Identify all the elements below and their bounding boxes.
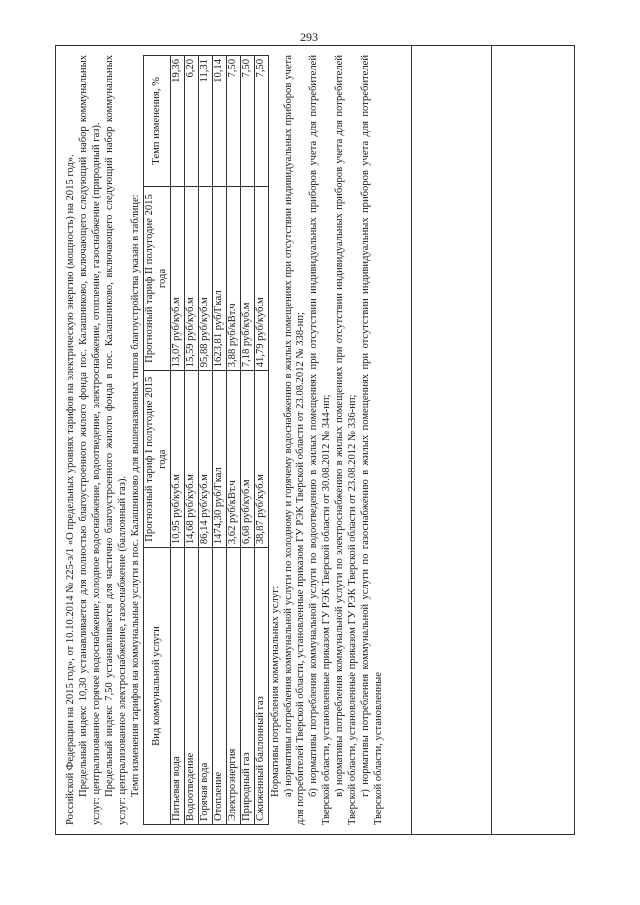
table-cell: Сжиженный баллонный газ	[254, 548, 268, 825]
frame-left-border	[55, 834, 575, 835]
table-cell: 19,36	[171, 56, 185, 187]
column-header: Вид коммунальной услуги	[144, 548, 171, 825]
table-cell: 10,14	[212, 56, 226, 187]
table-cell: 6,20	[185, 56, 199, 187]
table-cell: 86,14 руб/куб.м	[199, 371, 213, 548]
table-cell: Питьевая вода	[171, 548, 185, 825]
table-cell: 7,50	[254, 56, 268, 187]
paragraph: Темп изменения тарифов на коммунальные услуги в пос. Калашниково для вышеназванных типов благоустройства указан в таблице:	[129, 194, 141, 797]
paragraph: Российской Федерации на 2015 год», от 10.10.2014 № 225-э/1 «О предельных уровнях тарифов на электрическую энергию (мощность) на 2015 год».	[65, 154, 76, 825]
page-number: 293	[300, 30, 318, 44]
table-cell: 11,31	[199, 56, 213, 187]
table-cell: 7,50	[226, 56, 240, 187]
table-cell: 15,59 руб/куб.м	[185, 186, 199, 371]
table-cell: 38,87 руб/куб.м	[254, 371, 268, 548]
table-row	[254, 56, 268, 825]
tariff-table	[143, 55, 268, 825]
table-cell: 14,68 руб/куб.м	[185, 371, 199, 548]
table-cell: 41,79 руб/куб.м	[254, 186, 268, 371]
table-cell: 3,62 руб/кВт.ч	[226, 371, 240, 548]
paragraph: а) нормативы потребления коммунальной услуги по холодному и горячему водоснабжению в жилых помещениях при отсутствии индивидуальных приборов учета для потребителей Тверской области, установленные приказом ГУ РЭК Тверской области от 23.08.2012 № 338-нп;	[282, 55, 307, 825]
table-row	[226, 56, 240, 825]
paragraph: в) нормативы потребления коммунальной услуги по электроснабжению в жилых помещениях при отсутствии индивидуальных приборов учета для потребителей Тверской области, установленные приказом ГУ РЭК Тверской области от 23.08.2012 № 336-нп;	[334, 55, 359, 825]
rotated-document-table	[55, 45, 575, 835]
table-cell: Водоотведение	[185, 548, 199, 825]
column-header: Темп изменения, %	[144, 56, 171, 187]
frame-top-border	[55, 45, 56, 835]
table-cell: 6,68 руб/куб.м	[240, 371, 254, 548]
table-header-row	[144, 56, 171, 825]
document-text	[65, 55, 400, 825]
table-cell: 1474,30 руб/Гкал	[212, 371, 226, 548]
paragraph: Предельный индекс 7,50 устанавливается для частично благоустроенного жилого фонда в пос. Калашниково, включающего следующий набор коммунальных услуг: централизованное электроснабжение, газоснабжение (баллонный газ).	[103, 55, 128, 825]
table-cell: Отопление	[212, 548, 226, 825]
paragraph: Предельный индекс 10,30 устанавливается для полностью благоустроенного жилого фонда пос. Калашниково, включающего следующий набор коммунальных услуг: централизованное горячее водоснабжение, холодное водоснабжение, водоотведение, электроснабжение, отопление, газоснабжение (природный газ).	[77, 55, 102, 825]
paragraph: Нормативы потребления коммунальных услуг:	[269, 585, 281, 797]
table-cell: 13,07 руб/куб.м	[171, 186, 185, 371]
table-row	[212, 56, 226, 825]
column-divider-2	[491, 45, 492, 835]
table-cell: 95,88 руб/куб.м	[199, 186, 213, 371]
table-row	[199, 56, 213, 825]
paragraph: б) нормативы потребления коммунальной услуги по водоотведению в жилых помещениях при отсутствии индивидуальных приборов учета для потребителей Тверской области, установленные приказом ГУ РЭК Тверской области от 30.08.2012 № 344-нп;	[308, 55, 333, 825]
paragraphs-before-table	[65, 55, 142, 825]
paragraph: г) нормативы потребления коммунальной услуги по газоснабжению в жилых помещениях при отсутствии индивидуальных приборов учета для потребителей Тверской области, установленные	[359, 55, 384, 825]
paragraphs-after-table	[270, 55, 386, 825]
table-cell: Горячая вода	[199, 548, 213, 825]
table-row	[185, 56, 199, 825]
table-cell: 7,18 руб/куб.м	[240, 186, 254, 371]
column-divider-1	[411, 45, 412, 835]
table-cell: 7,50	[240, 56, 254, 187]
table-cell: 10,95 руб/куб.м	[171, 371, 185, 548]
table-cell: Электроэнергия	[226, 548, 240, 825]
column-header: Прогнозный тариф II полугодие 2015 года	[144, 186, 171, 371]
column-header: Прогнозный тариф I полугодие 2015 года	[144, 371, 171, 548]
table-cell: 3,88 руб/кВт.ч	[226, 186, 240, 371]
table-row	[171, 56, 185, 825]
table-cell: Природный газ	[240, 548, 254, 825]
frame-bottom-border	[574, 45, 575, 835]
table-row	[240, 56, 254, 825]
table-cell: 1623,81 руб/Гкал	[212, 186, 226, 371]
frame-right-border	[55, 45, 575, 46]
